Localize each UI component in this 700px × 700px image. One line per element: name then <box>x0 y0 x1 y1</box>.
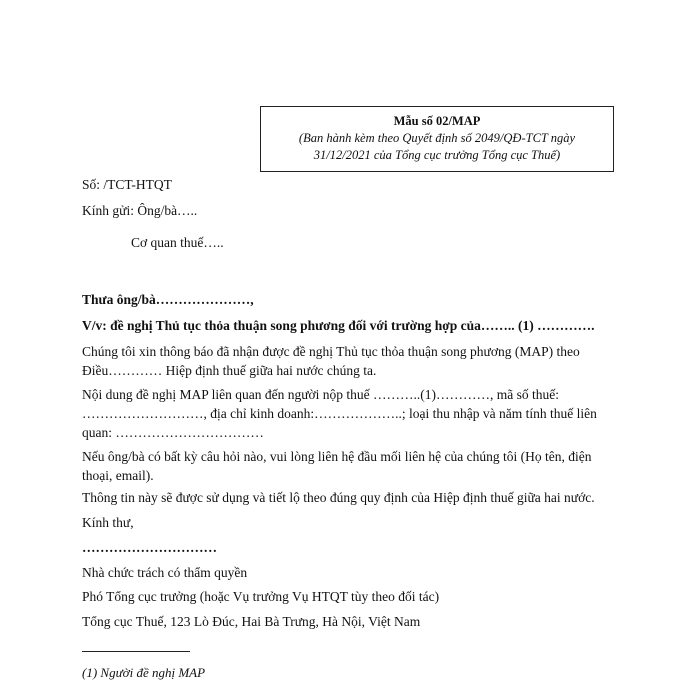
signer-title: Phó Tổng cục trưởng (hoặc Vụ trưởng Vụ HTQT tùy theo đối tác) <box>82 589 440 604</box>
closing: Kính thư, <box>82 515 134 530</box>
paragraph-line: thoại, email). <box>82 468 154 483</box>
paragraph-line: ………………………, địa chỉ kinh doanh:………………..; loại thu nhập và năm tính thuế liên <box>82 406 597 421</box>
office-address: Tổng cục Thuế, 123 Lò Đúc, Hai Bà Trưng, Hà Nội, Việt Nam <box>82 614 421 629</box>
footnote: (1) Người đề nghị MAP <box>82 665 206 680</box>
paragraph-disclosure: Thông tin này sẽ được sử dụng và tiết lộ theo đúng quy định của Hiệp định thuế giữa hai nước. <box>82 490 595 505</box>
tax-office: Cơ quan thuế….. <box>131 235 224 250</box>
paragraph-line: Nội dung đề nghị MAP liên quan đến người nộp thuế ………..(1)…………, mã số thuế: <box>82 387 560 402</box>
addressee: Kính gửi: Ông/bà….. <box>82 203 198 218</box>
salutation: Thưa ông/bà…………………, <box>82 292 254 307</box>
competent-authority: Nhà chức trách có thẩm quyền <box>82 565 248 580</box>
paragraph-line: Chúng tôi xin thông báo đã nhận được đề nghị Thủ tục thỏa thuận song phương (MAP) theo <box>82 344 580 359</box>
paragraph-line: quan: …………………………… <box>82 425 264 440</box>
paragraph-line: Nếu ông/bà có bất kỳ câu hỏi nào, vui lòng liên hệ đầu mối liên hệ của chúng tôi (Họ tên, điện <box>82 449 592 464</box>
form-header-box <box>260 106 614 172</box>
form-number: Mẫu số 02/MAP <box>393 114 481 128</box>
issuance-note-line-2: 31/12/2021 của Tổng cục trưởng Tổng cục Thuế) <box>313 148 561 162</box>
paragraph-contact <box>82 447 614 485</box>
subject-line: V/v: đề nghị Thủ tục thỏa thuận song phương đối với trường hợp của…….. (1) …………. <box>82 318 595 333</box>
paragraph-map-content <box>82 385 614 442</box>
footnote-divider <box>82 651 190 652</box>
issuance-note-line-1: (Ban hành kèm theo Quyết định số 2049/QĐ-TCT ngày <box>298 131 576 145</box>
paragraph-line: Điều………… Hiệp định thuế giữa hai nước chúng ta. <box>82 363 377 378</box>
paragraph-notice <box>82 342 614 380</box>
reference-number: Số: /TCT-HTQT <box>82 177 172 192</box>
signature-placeholder: ………………………… <box>82 540 217 555</box>
